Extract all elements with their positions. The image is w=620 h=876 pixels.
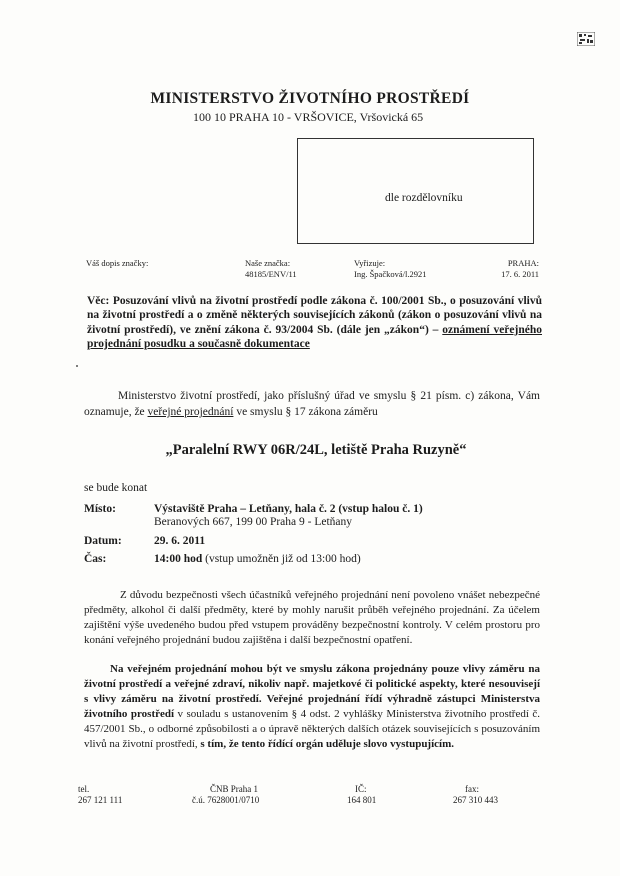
our-ref — [245, 258, 297, 280]
footer-bank — [192, 784, 259, 806]
footer-tel-label: tel. — [78, 784, 90, 794]
recipient-text: dle rozdělovníku — [385, 192, 463, 204]
place-date — [465, 258, 539, 280]
footer-fax-label: fax: — [465, 784, 479, 794]
will-be-held: se bude konat — [84, 482, 148, 494]
recipient-box — [297, 138, 534, 244]
time-label: Čas: — [84, 553, 107, 565]
date-label: Datum: — [84, 535, 122, 547]
ministry-address: 100 10 PRAHA 10 - VRŠOVICE, Vršovická 65 — [193, 110, 424, 124]
footer-tel — [78, 784, 122, 806]
handler-value: Ing. Špačková/l.2921 — [354, 269, 427, 279]
our-ref-label: Naše značka: — [245, 258, 291, 268]
footer-fax — [453, 784, 498, 806]
place-line1: Výstaviště Praha – Letňany, hala č. 2 (vstup halou č. 1) — [154, 503, 423, 515]
footer-ic — [347, 784, 376, 806]
footer-ic-label: IČ: — [355, 784, 367, 794]
place-value — [154, 503, 423, 528]
time-value — [154, 553, 361, 565]
subject-label: Věc: — [87, 295, 110, 307]
date-value: 29. 6. 2011 — [154, 535, 206, 547]
your-ref — [86, 258, 148, 269]
place-line2: Beranových 667, 199 00 Praha 9 - Letňany — [154, 516, 353, 528]
public-hearing-paragraph — [84, 662, 540, 752]
footer-ic-value: 164 801 — [347, 795, 377, 805]
footer-fax-value: 267 310 443 — [453, 795, 498, 805]
ministry-name: MINISTERSTVO ŽIVOTNÍHO PROSTŘEDÍ — [150, 90, 470, 107]
place-label: PRAHA: — [507, 258, 539, 268]
place-label: Místo: — [84, 503, 116, 515]
footer-bank-label: ČNB Praha 1 — [210, 784, 258, 794]
intro-underlined: veřejné projednání — [147, 406, 234, 418]
letter-date: 17. 6. 2011 — [501, 269, 539, 279]
footer-tel-value: 267 121 111 — [78, 795, 123, 805]
scan-barcode-icon — [577, 32, 595, 46]
safety-paragraph: Z důvodu bezpečnosti všech účastníků veřejného projednání není povoleno vnášet nebezpečné předměty, alkohol či další předměty, které by mohly narušit průběh veřejného projednání. Za účelem zajištění výše uvedeného budou před vstupem prováděny bezpečnostní kontroly. V celém prostoru pro konání veřejného projednání budou zajištěna i další bezpečnostní opatření. — [84, 589, 540, 646]
intro-paragraph — [84, 388, 540, 420]
intro-part1: Ministerstvo životní prostředí, jako příslušný úřad ve smyslu § 21 písm. c) zákona, Vám oznamuje, že — [84, 390, 540, 418]
handler — [354, 258, 426, 280]
intro-part2: ve smyslu § 17 zákona záměru — [236, 406, 378, 418]
handler-label: Vyřizuje: — [354, 258, 386, 268]
public-bold1: Na veřejném projednání mohou být ve smyslu zákona projednány pouze vlivy záměru na životní prostředí a veřejné zdraví, nikoliv např. majetkové či politické aspekty, které nesouvisejí s vlivy záměru na životní prostředí. Veřejné projednání řídí výhradně zástupci Ministerstva životního prostředí — [84, 663, 540, 720]
time-bold: 14:00 hod — [154, 553, 203, 565]
subject-text: Posuzování vlivů na životní prostředí podle zákona č. 100/2001 Sb., o posuzování vlivů na životní prostředí a o změně některých souvisejících zákonů (zákon o posuzování vlivů na životní prostředí), ve znění zákona č. 93/2004 Sb. (dále jen „zákon“) – — [87, 295, 543, 336]
time-rest: (vstup umožněn již od 13:00 hod) — [205, 553, 361, 565]
public-normal: v souladu s ustanovením § 4 odst. 2 vyhlášky Ministerstva životního prostředí č. 457/2001 Sb., o odborné způsobilosti a o úpravě některých dalších otázek souvisejících s posuzováním vlivů na životní prostředí, — [84, 708, 541, 750]
subject-paragraph — [87, 294, 542, 352]
footer-bank-value: č.ú. 7628001/0710 — [192, 795, 260, 805]
subject-underlined: oznámení veřejného projednání posudku a současně dokumentace — [87, 323, 542, 351]
your-ref-label: Váš dopis značky: — [86, 258, 149, 268]
stray-mark — [76, 365, 78, 367]
our-ref-value: 48185/ENV/11 — [245, 269, 297, 279]
project-title: „Paralelní RWY 06R/24L, letiště Praha Ruzyně“ — [165, 442, 467, 458]
public-bold2: s tím, že tento řídící orgán uděluje slovo vystupujícím. — [200, 738, 455, 750]
